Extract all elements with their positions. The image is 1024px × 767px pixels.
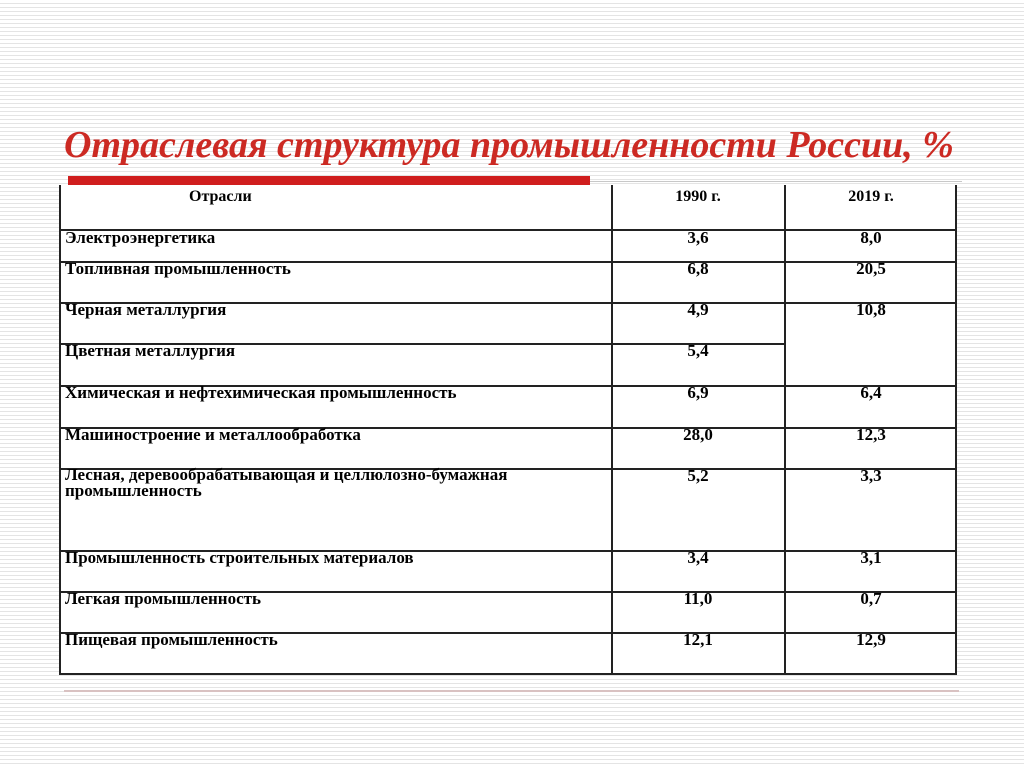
value-2019: 12,9 bbox=[856, 630, 886, 649]
value-2019: 8,0 bbox=[860, 228, 882, 247]
value-1990: 11,0 bbox=[683, 589, 713, 608]
value-1990: 6,9 bbox=[687, 383, 709, 402]
industry-name: Химическая и нефтехимическая промышленность bbox=[65, 383, 457, 402]
value-2019: 0,7 bbox=[860, 589, 882, 608]
industry-structure-table bbox=[59, 185, 957, 675]
page-title: Отраслевая структура промышленности России, % bbox=[64, 124, 954, 166]
value-1990: 12,1 bbox=[683, 630, 713, 649]
value-1990: 4,9 bbox=[687, 300, 709, 319]
value-2019: 10,8 bbox=[856, 300, 886, 319]
value-1990: 5,4 bbox=[687, 341, 709, 360]
footer-rule bbox=[64, 690, 959, 692]
header-industries: Отрасли bbox=[189, 188, 252, 205]
header-1990: 1990 г. bbox=[675, 188, 721, 205]
industry-name: Черная металлургия bbox=[65, 300, 227, 319]
industry-name: Пищевая промышленность bbox=[65, 630, 278, 649]
value-1990: 5,2 bbox=[687, 466, 709, 485]
industry-name: Цветная металлургия bbox=[65, 341, 236, 360]
industry-name: Топливная промышленность bbox=[65, 259, 291, 278]
value-2019: 3,3 bbox=[860, 466, 882, 485]
title-underline-rule bbox=[590, 181, 962, 182]
header-2019: 2019 г. bbox=[848, 188, 894, 205]
value-2019: 3,1 bbox=[860, 548, 882, 567]
value-2019: 6,4 bbox=[860, 383, 882, 402]
title-underline-accent bbox=[68, 176, 590, 185]
value-2019: 20,5 bbox=[856, 259, 886, 278]
industry-name: Электроэнергетика bbox=[65, 228, 216, 247]
industry-name: Машиностроение и металлообработка bbox=[65, 425, 361, 444]
value-1990: 3,6 bbox=[687, 228, 709, 247]
industry-name: Легкая промышленность bbox=[65, 589, 261, 608]
industry-name: Лесная, деревообрабатывающая и целлюлозно-бумажная промышленность bbox=[65, 465, 508, 500]
value-2019: 12,3 bbox=[856, 425, 886, 444]
value-1990: 3,4 bbox=[687, 548, 709, 567]
value-1990: 28,0 bbox=[683, 425, 713, 444]
industry-name: Промышленность строительных материалов bbox=[65, 548, 414, 567]
value-1990: 6,8 bbox=[687, 259, 709, 278]
